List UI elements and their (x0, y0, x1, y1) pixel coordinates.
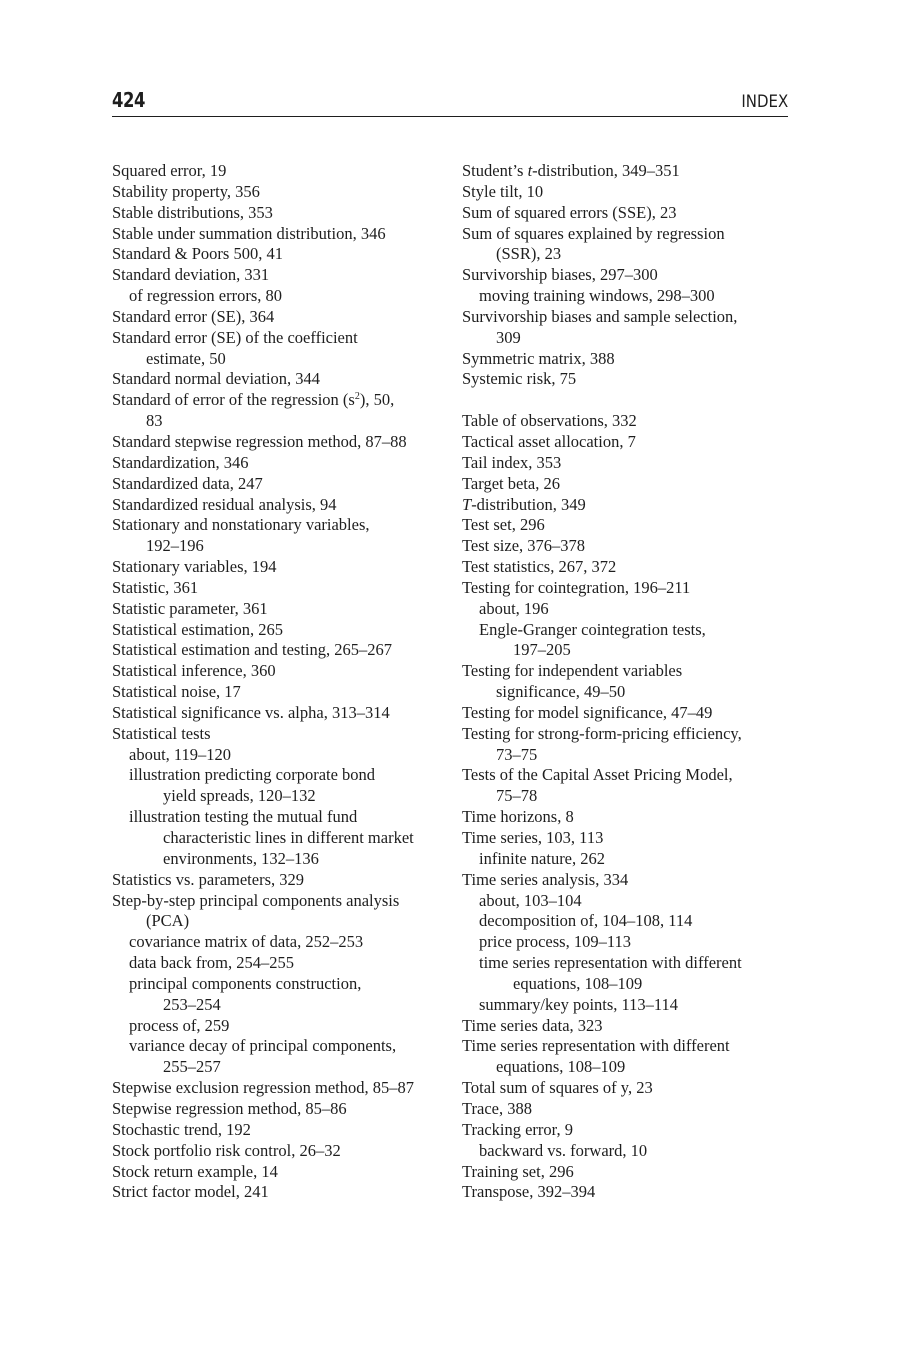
index-entry: Stepwise exclusion regression method, 85–87 (112, 1078, 414, 1098)
index-subentry: data back from, 254–255 (129, 953, 294, 973)
index-entry: Stable under summation distribution, 346 (112, 223, 386, 243)
index-entry: Sum of squares explained by regression (SSR), 23 (462, 223, 725, 264)
index-entry: Stepwise regression method, 85–86 (112, 1098, 347, 1118)
index-entry: Tests of the Capital Asset Pricing Model, 75–78 (462, 765, 733, 806)
index-entry: Stable distributions, 353 (112, 202, 273, 222)
index-entry: Tactical asset allocation, 7 (462, 431, 636, 451)
index-entry: Systemic risk, 75 (462, 369, 577, 389)
index-entry: Standardized residual analysis, 94 (112, 494, 337, 514)
index-entry: Standard & Poors 500, 41 (112, 244, 283, 264)
index-entry: Time series data, 323 (462, 1015, 603, 1035)
running-head: INDEX (741, 92, 788, 112)
index-subentry: time series representation with different equations, 108–109 (479, 953, 742, 993)
index-subentry: illustration predicting corporate bond yield spreads, 120–132 (129, 765, 376, 806)
page-number: 424 (112, 88, 146, 112)
index-entry: Statistics vs. parameters, 329 (112, 869, 305, 889)
index-subentry: illustration testing the mutual fund characteristic lines in different market environments, 132–136 (129, 807, 414, 868)
index-entry: Survivorship biases, 297–300 (462, 265, 658, 285)
index-entry: Statistical estimation, 265 (112, 619, 283, 639)
index-entry: Student’s t-distribution, 349–351 (462, 161, 680, 180)
index-subentry: summary/key points, 113–114 (479, 994, 679, 1014)
index-entry: Symmetric matrix, 388 (462, 348, 615, 368)
index-entry: Trace, 388 (462, 1098, 532, 1118)
index-entry: Statistical inference, 360 (112, 661, 276, 681)
index-entry: Standard stepwise regression method, 87–88 (112, 431, 407, 451)
index-entry: Statistical tests (112, 723, 211, 743)
index-subentry: of regression errors, 80 (129, 286, 283, 306)
index-entry: Style tilt, 10 (462, 181, 544, 201)
index-subentry: price process, 109–113 (479, 932, 631, 952)
index-entry: Stock return example, 14 (112, 1161, 278, 1181)
index-entry: Standardization, 346 (112, 452, 249, 472)
index-subentry: about, 119–120 (129, 744, 232, 764)
index-entry: Statistical estimation and testing, 265–267 (112, 640, 393, 660)
index-entry: Standard error (SE) of the coefficient estimate, 50 (112, 327, 358, 368)
index-entry: Stationary and nonstationary variables, 192–196 (112, 515, 370, 556)
index-entry: Stock portfolio risk control, 26–32 (112, 1140, 341, 1160)
index-subentry: infinite nature, 262 (479, 848, 606, 868)
index-entry: Strict factor model, 241 (112, 1182, 269, 1202)
index-entry: Survivorship biases and sample selection, 309 (462, 306, 738, 347)
index-entry: Transpose, 392–394 (462, 1182, 596, 1202)
index-entry: Statistic parameter, 361 (112, 598, 268, 618)
index-entry: Statistical significance vs. alpha, 313–314 (112, 702, 390, 722)
index-entry: Standardized data, 247 (112, 473, 263, 493)
index-entry: Time series, 103, 113 (462, 828, 604, 847)
index-entry: Standard normal deviation, 344 (112, 369, 321, 389)
index-entry: Standard error (SE), 364 (112, 306, 275, 326)
index-subentry: decomposition of, 104–108, 114 (479, 911, 693, 931)
index-entry: Testing for cointegration, 196–211 (462, 577, 691, 597)
index-entry: Standard deviation, 331 (112, 265, 270, 285)
index-entry: Step-by-step principal components analysis (PCA) (112, 890, 400, 931)
index-column-left (112, 161, 447, 1203)
index-subentry: covariance matrix of data, 252–253 (129, 932, 364, 952)
index-entry: Statistical noise, 17 (112, 682, 241, 702)
index-subentry: backward vs. forward, 10 (479, 1140, 648, 1160)
index-subentry: process of, 259 (129, 1015, 230, 1035)
index-subentry: moving training windows, 298–300 (479, 286, 715, 306)
index-entry: Sum of squared errors (SSE), 23 (462, 202, 677, 222)
index-entry: Tail index, 353 (462, 452, 562, 472)
index-subentry: principal components construction, 253–254 (129, 973, 362, 1014)
index-entry: Stochastic trend, 192 (112, 1119, 251, 1139)
index-entry: Stability property, 356 (112, 181, 260, 201)
index-entry: Tracking error, 9 (462, 1119, 573, 1139)
index-entry: T-distribution, 349 (462, 494, 586, 514)
index-entry: Statistic, 361 (112, 577, 199, 597)
index-entry: Time series analysis, 334 (462, 869, 629, 889)
index-entry: Time horizons, 8 (462, 807, 574, 827)
index-entry: Time series representation with different equations, 108–109 (462, 1036, 730, 1077)
index-entry: Table of observations, 332 (462, 411, 637, 431)
index-entry: Testing for model significance, 47–49 (462, 702, 713, 722)
index-entry: Stationary variables, 194 (112, 557, 277, 577)
index-entry: Target beta, 26 (462, 473, 560, 493)
index-entry: Testing for strong-form-pricing efficiency, 73–75 (462, 723, 742, 764)
letter-group-gap (462, 390, 782, 411)
header-rule (112, 116, 788, 117)
index-subentry: Engle-Granger cointegration tests, 197–205 (479, 619, 706, 660)
index-entry: Total sum of squares of y, 23 (462, 1078, 653, 1098)
index-entry: Squared error, 19 (112, 161, 227, 180)
index-subentry: variance decay of principal components, 255–257 (129, 1036, 397, 1077)
index-subentry: about, 103–104 (479, 890, 582, 910)
index-entry: Test set, 296 (462, 515, 545, 535)
index-entry: Training set, 296 (462, 1161, 574, 1181)
index-subentry: about, 196 (479, 598, 549, 618)
index-entry: Standard of error of the regression $(s^2)$, 50, 83 (112, 390, 395, 431)
index-entry: Test statistics, 267, 372 (462, 557, 617, 577)
index-entry: Test size, 376–378 (462, 536, 586, 556)
index-column-right (462, 161, 782, 1203)
index-entry: Testing for independent variables significance, 49–50 (462, 661, 683, 702)
